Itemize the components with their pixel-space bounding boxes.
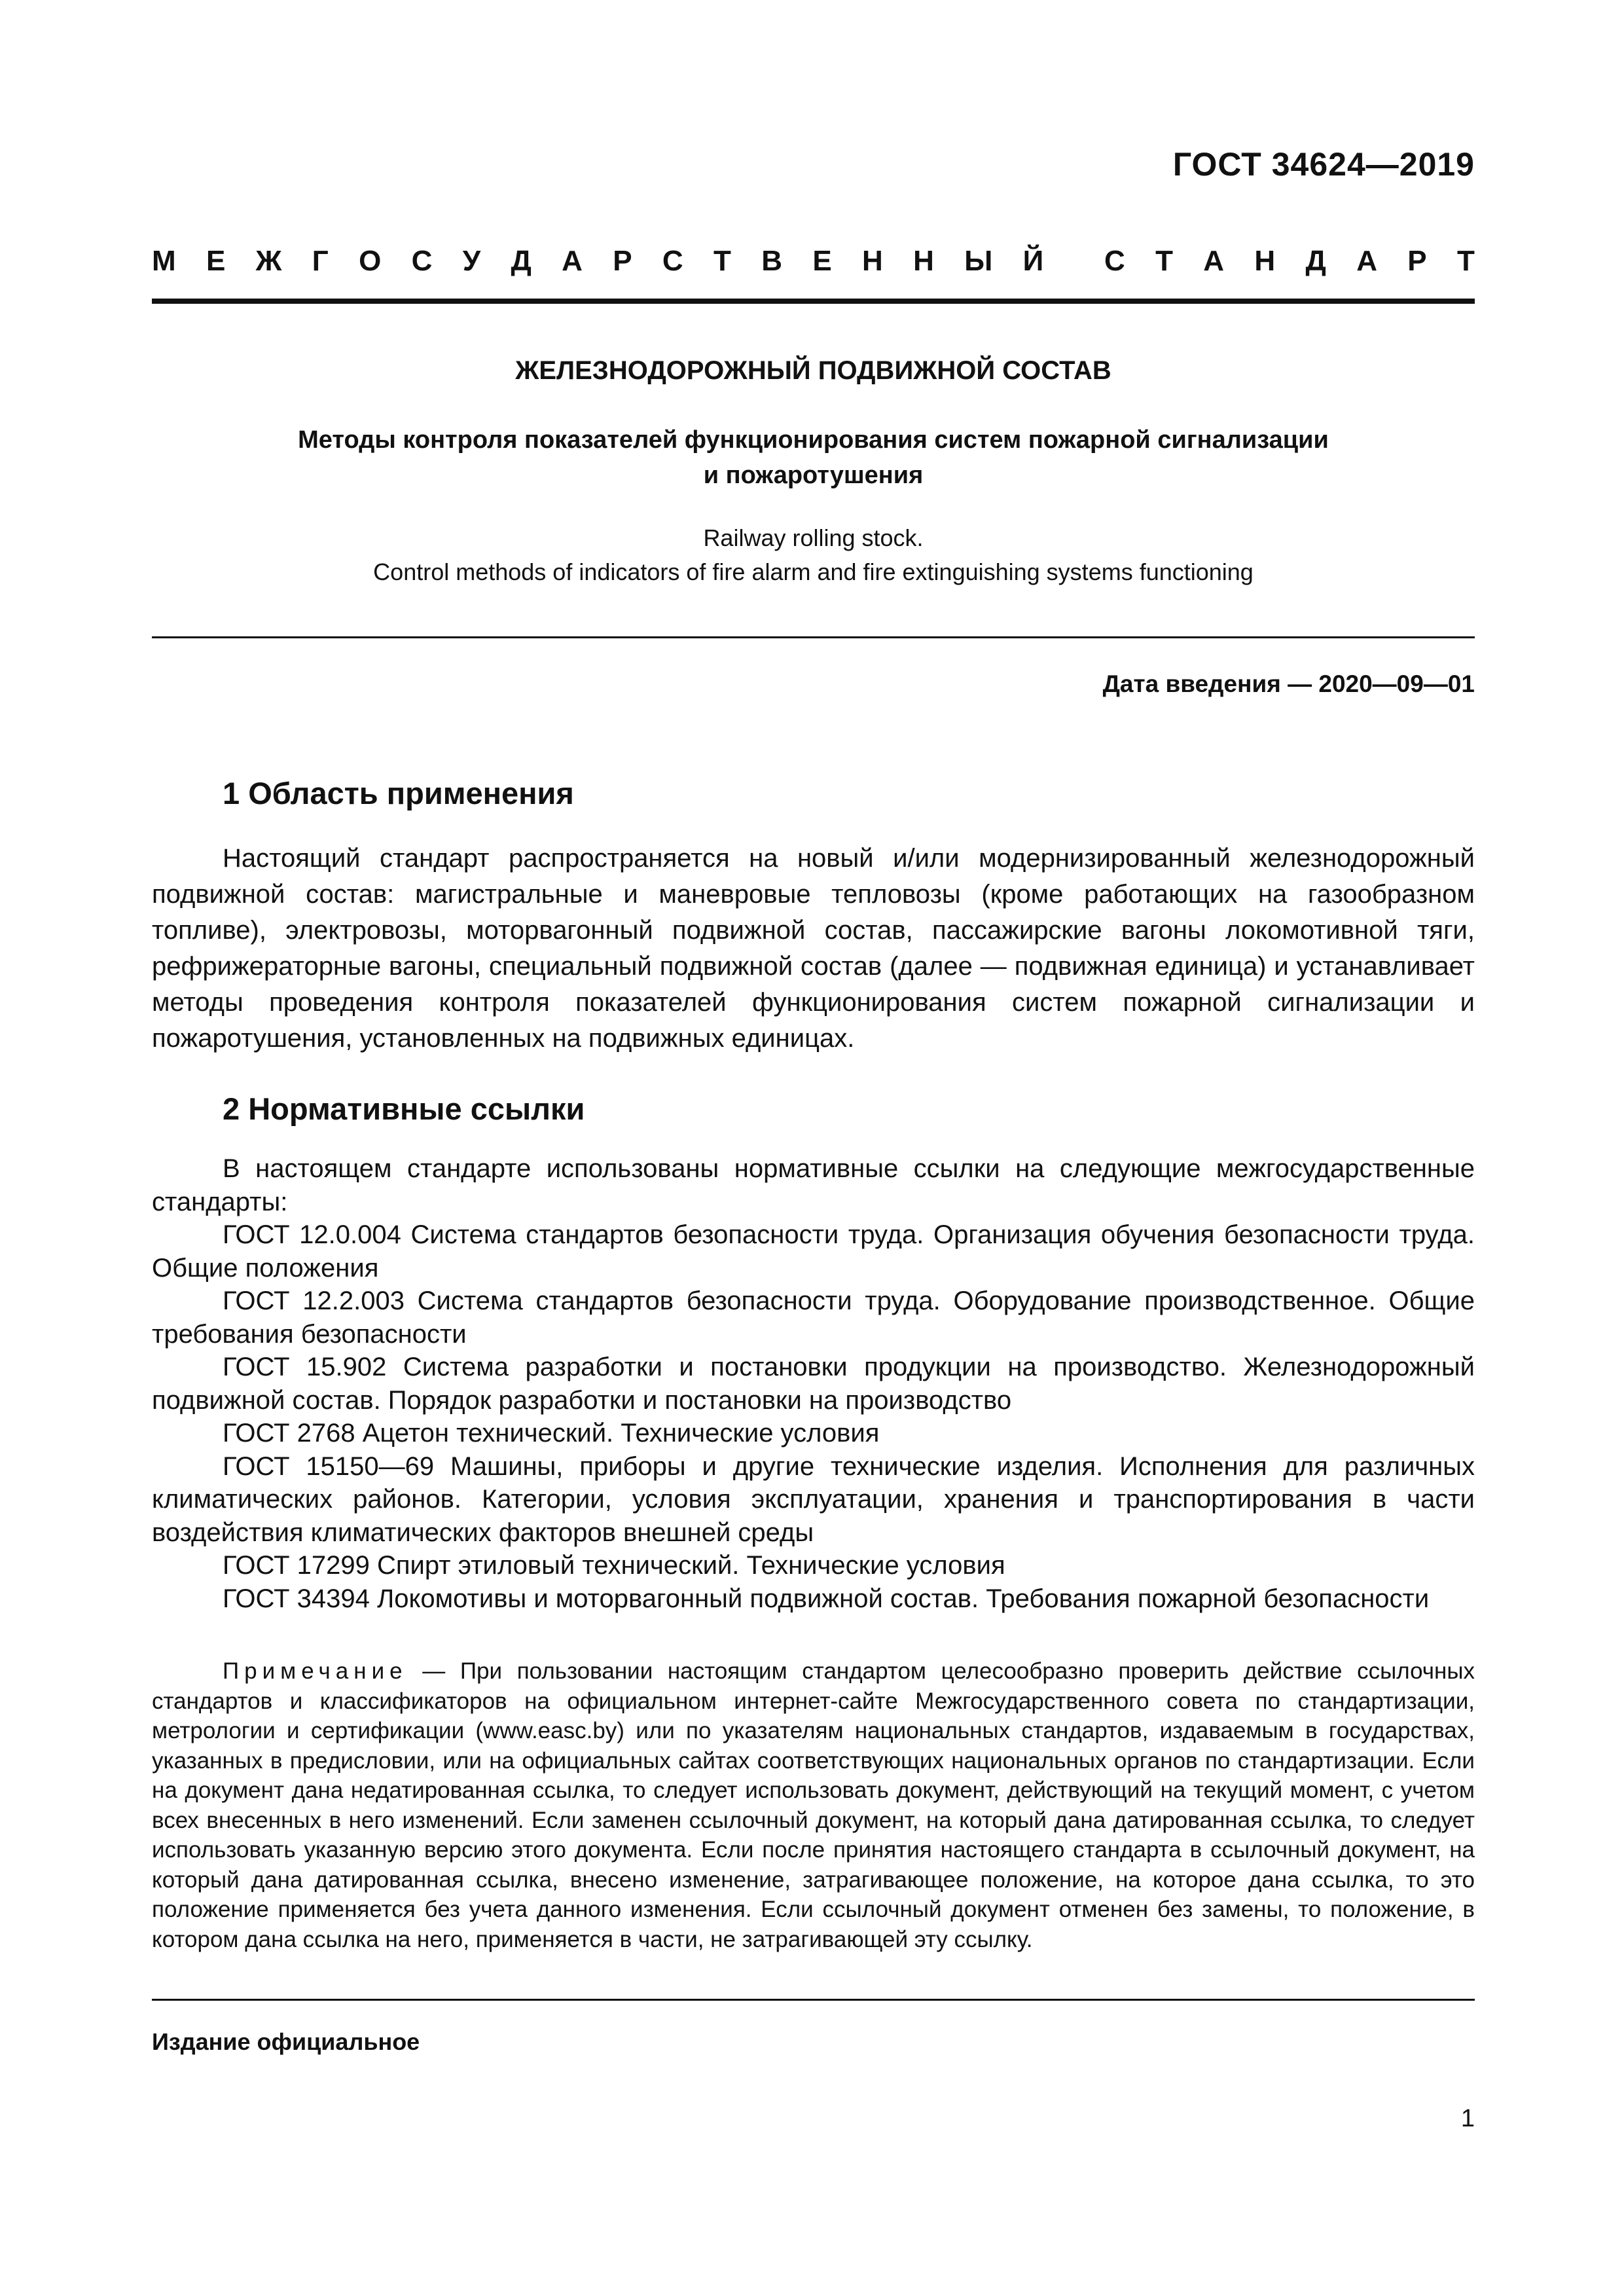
references-note — [152, 1656, 1475, 1954]
banner-letter: Ы — [964, 245, 993, 277]
reference-item: ГОСТ 15150—69 Машины, приборы и другие технические изделия. Исполнения для различных климатических районов. Категории, условия эксплуатации, хранения и транспортирования в части воздействия климатических факторов внешней среды — [152, 1451, 1475, 1547]
banner-letter: С — [1104, 245, 1125, 277]
banner-letter: Т — [1456, 245, 1475, 277]
banner-letter: Е — [206, 245, 226, 277]
banner-letter: Н — [862, 245, 883, 277]
note-label: Примечание — [223, 1658, 408, 1684]
section-1-text: Настоящий стандарт распространяется на новый и/или модернизированный железнодорожный подвижной состав: магистральные и маневровые тепловозы (кроме работающих на газообразном топливе), электровозы, моторвагонный подвижной состав, пассажирские вагоны локомотивной тяги, рефрижераторные вагоны, специальный подвижной состав (далее — подвижная единица) и устанавливает методы проведения контроля показателей функционирования систем пожарной сигнализации и пожаротушения, установленных на подвижных единицах. — [152, 844, 1475, 1053]
reference-item: ГОСТ 12.2.003 Система стандартов безопасности труда. Оборудование производственное. Общие требования безопасности — [152, 1286, 1475, 1349]
banner-letter: Е — [812, 245, 832, 277]
section-1-heading: 1 Область применения — [223, 776, 574, 811]
header-rule — [152, 299, 1475, 304]
document-subtitle — [152, 422, 1475, 493]
subtitle-line: Методы контроля показателей функционирования систем пожарной сигнализации — [298, 426, 1329, 454]
document-number: ГОСТ 34624—2019 — [1172, 146, 1475, 183]
banner-letter: О — [359, 245, 382, 277]
banner-letter: Р — [613, 245, 632, 277]
banner-letter: В — [761, 245, 783, 277]
banner-letter: Й — [1022, 245, 1044, 277]
banner-letter: У — [462, 245, 481, 277]
banner-letter: Т — [1155, 245, 1173, 277]
english-title-line: Railway rolling stock. — [703, 524, 924, 551]
banner-letter: Д — [511, 245, 532, 277]
page-number: 1 — [1460, 2105, 1475, 2132]
banner-letter: Р — [1407, 245, 1427, 277]
banner-letter: А — [1356, 245, 1377, 277]
banner-letter: Д — [1305, 245, 1326, 277]
title-rule — [152, 636, 1475, 638]
reference-item: ГОСТ 12.0.004 Система стандартов безопасности труда. Организация обучения безопасности труда. Общие положения — [152, 1220, 1475, 1283]
section-2-heading: 2 Нормативные ссылки — [223, 1091, 585, 1126]
banner-letter: Ж — [255, 245, 282, 277]
banner-letter: С — [411, 245, 433, 277]
banner-letter: Н — [1254, 245, 1276, 277]
banner-letter: А — [562, 245, 583, 277]
banner-letter: М — [152, 245, 176, 277]
introduction-date: Дата введения — 2020—09—01 — [1102, 670, 1475, 697]
reference-item: ГОСТ 2768 Ацетон технический. Технические условия — [223, 1419, 880, 1448]
banner-letter: Н — [913, 245, 934, 277]
banner-letter: Г — [312, 245, 329, 277]
english-title — [152, 521, 1475, 589]
references-intro: В настоящем стандарте использованы нормативные ссылки на следующие межгосударственные стандарты: — [152, 1154, 1475, 1216]
normative-references — [152, 1152, 1475, 1615]
banner-letter: Т — [713, 245, 731, 277]
footer-rule — [152, 1999, 1475, 2001]
document-title: ЖЕЛЕЗНОДОРОЖНЫЙ ПОДВИЖНОЙ СОСТАВ — [515, 356, 1111, 385]
interstate-standard-banner — [152, 245, 1475, 278]
note-text: — При пользовании настоящим стандартом целесообразно проверить действие ссылочных стандартов и классификаторов на официальном интернет-сайте Межгосударственного совета по стандартизации, метрологии и сертификации (www.easc.by) или по указателям национальных стандартов, издаваемым в государствах, указанных в предисловии, или на официальных сайтах соответствующих национальных органов по стандартизации. Если на документ дана недатированная ссылка, то следует использовать документ, действующий на текущий момент, с учетом всех внесенных в него изменений. Если заменен ссылочный документ, на который дана датированная ссылка, то следует использовать указанную версию этого документа. Если после принятия настоящего стандарта в ссылочный документ, на который дана датированная ссылка, внесено изменение, затрагивающее положение, на которое дана ссылка, то это положение применяется без учета данного изменения. Если ссылочный документ отменен без замены, то положение, в котором дана ссылка на него, применяется в части, не затрагивающей эту ссылку. — [152, 1658, 1475, 1952]
banner-letter: С — [662, 245, 683, 277]
official-edition-label: Издание официальное — [152, 2028, 420, 2055]
reference-item: ГОСТ 15.902 Система разработки и постановки продукции на производство. Железнодорожный подвижной состав. Порядок разработки и постановки на производство — [152, 1353, 1475, 1415]
reference-item: ГОСТ 17299 Спирт этиловый технический. Технические условия — [223, 1551, 1005, 1580]
subtitle-line: и пожаротушения — [703, 462, 924, 489]
banner-letter: А — [1203, 245, 1225, 277]
reference-item: ГОСТ 34394 Локомотивы и моторвагонный подвижной состав. Требования пожарной безопасности — [223, 1584, 1430, 1613]
english-title-line: Control methods of indicators of fire alarm and fire extinguishing systems functioning — [373, 558, 1254, 585]
